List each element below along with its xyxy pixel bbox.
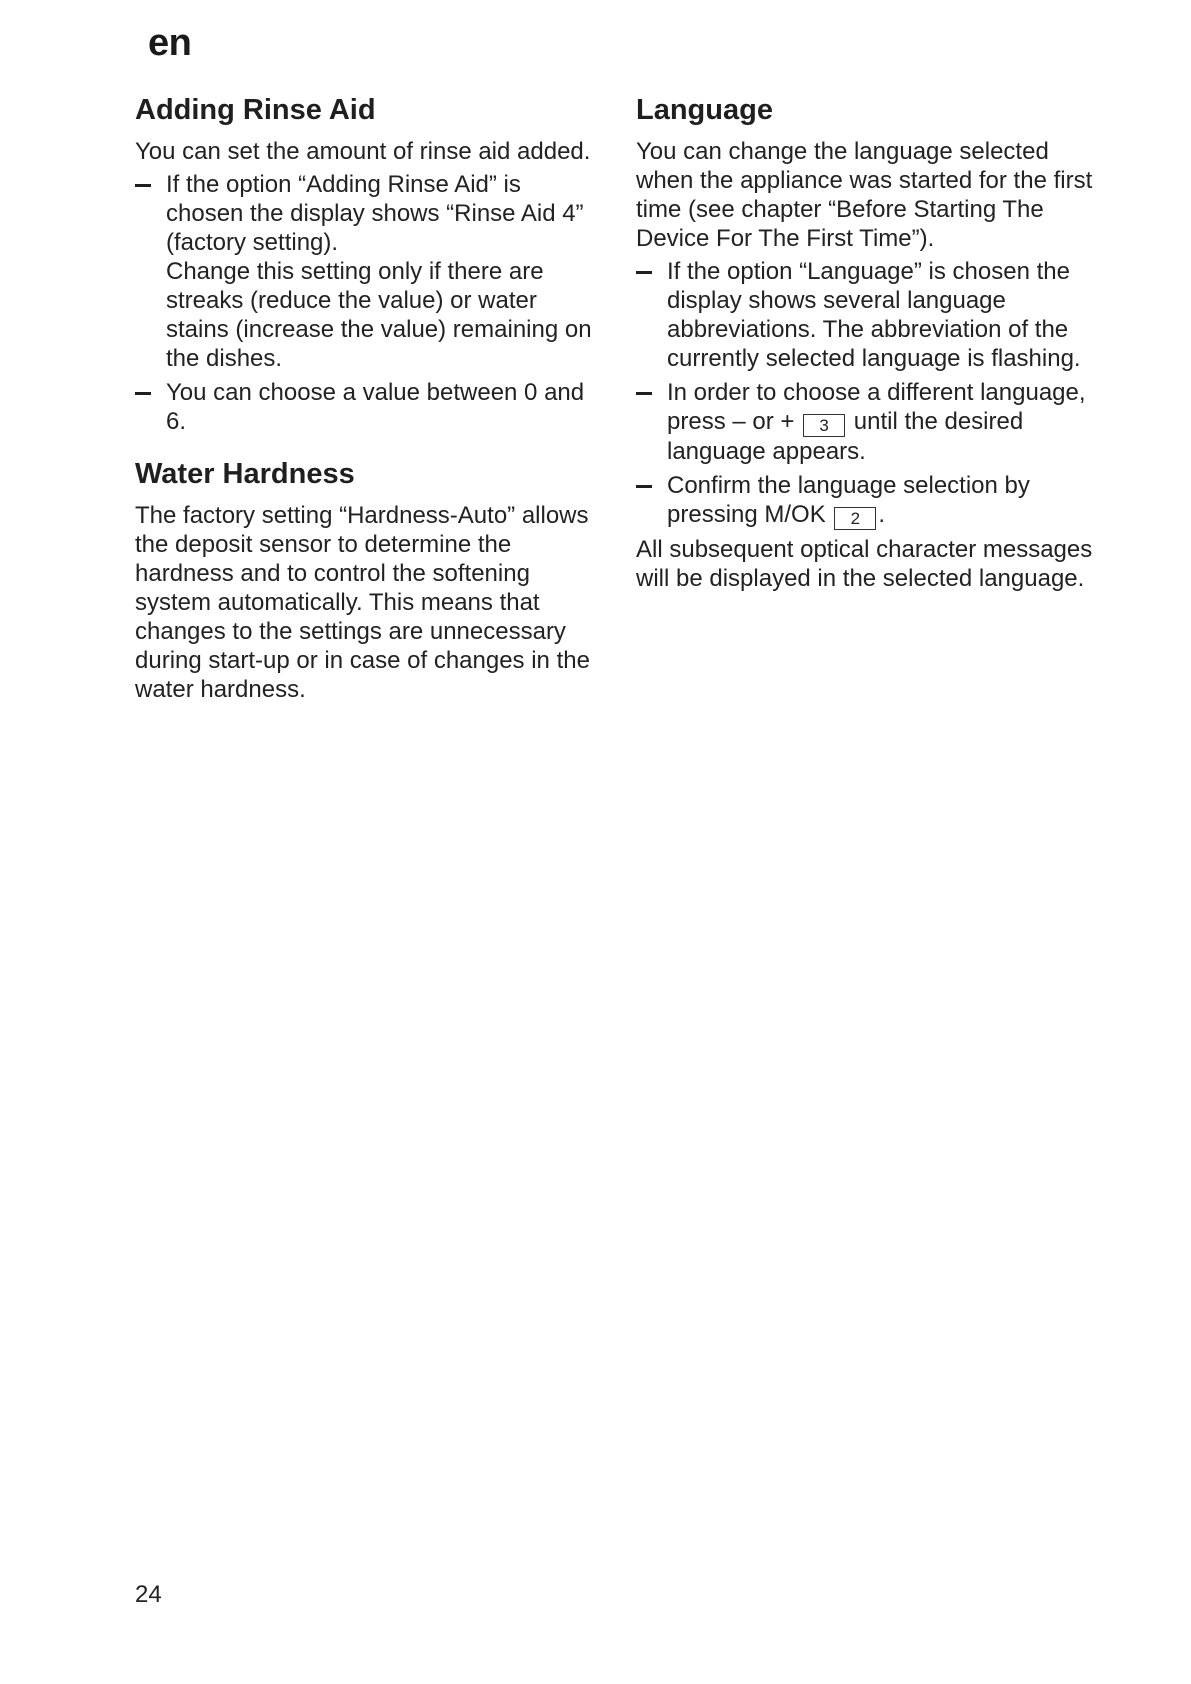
water-hardness-body: The factory setting “Hardness-Auto” allows the deposit sensor to determine the hardness and to control the softening system automatically. This means that changes to the settings are unnecessary during start-up or in case of changes in the water hardness. [135,502,590,703]
rinse-aid-list [135,170,595,436]
water-hardness-heading: Water Hardness [135,458,355,490]
language-bullet-1: If the option “Language” is chosen the display shows several language abbreviations. The abbreviation of the currently selected language is flashing. [667,258,1081,372]
page-number: 24 [135,1581,162,1608]
rinse-aid-bullet-1: If the option “Adding Rinse Aid” is chosen the display shows “Rinse Aid 4” (factory setting). [166,171,584,256]
left-column [135,92,595,704]
key-reference-2: 2 [834,507,876,530]
list-item [135,378,595,436]
language-closing: All subsequent optical character messages will be displayed in the selected language. [636,536,1093,592]
language-heading: Language [636,94,773,126]
rinse-aid-bullet-2: You can choose a value between 0 and 6. [166,379,585,435]
right-column [636,92,1106,593]
rinse-aid-heading: Adding Rinse Aid [135,94,376,126]
language-code: en [148,22,192,64]
language-list [636,257,1106,530]
list-item [636,378,1106,466]
language-bullet-2-text-end: until the desired language appears. [667,408,1024,465]
list-item [135,170,595,373]
list-item [636,471,1106,530]
language-bullet-2-text: In order to choose a different language, press – or + [667,379,1086,435]
language-bullet-3-period: . [878,501,886,528]
rinse-aid-bullet-1-note: Change this setting only if there are streaks (reduce the value) or water stains (increase the value) remaining on the dishes. [166,258,592,372]
language-intro: You can change the language selected when the appliance was started for the first time (see chapter “Before Starting The Device For The First Time”). [636,138,1093,252]
language-bullet-3-text: Confirm the language selection by pressing M/OK [667,472,1030,528]
list-item [636,257,1106,373]
key-reference-3: 3 [803,414,845,437]
rinse-aid-intro: You can set the amount of rinse aid added. [135,138,591,165]
